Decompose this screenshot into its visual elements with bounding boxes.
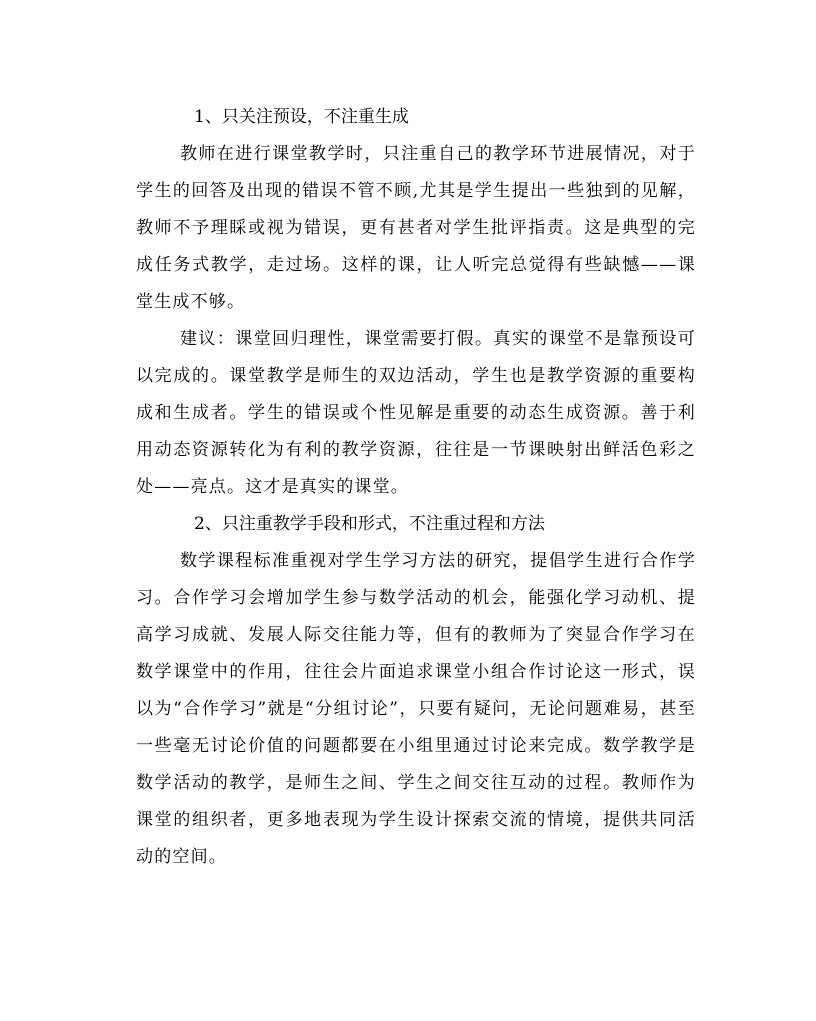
document-body [136,99,696,876]
section-heading-2: 2、只注重教学手段和形式，不注重过程和方法 [194,514,545,534]
paragraph-1: 教师在进行课堂教学时，只注重自己的教学环节进展情况，对于学生的回答及出现的错误不管不顾,尤其是学生提出一些独到的见解，教师不予理睬或视为错误，更有甚者对学生批评指责。这是典型的完成任务式教学，走过场。这样的课，让人听完总觉得有些缺憾——课堂生成不够。 [136,144,696,312]
paragraph-3: 数学课程标准重视对学生学习方法的研究，提倡学生进行合作学习。合作学习会增加学生参与数学活动的机会，能强化学习动机、提高学习成就、发展人际交往能力等，但有的教师为了突显合作学习在数学课堂中的作用，往往会片面追求课堂小组合作讨论这一形式，误以为“合作学习”就是“分组讨论”，只要有疑问，无论问题难易，甚至一些毫无讨论价值的问题都要在小组里通过讨论来完成。数学教学是数学活动的教学，是师生之间、学生之间交往互动的过程。教师作为课堂的组织者，更多地表现为学生设计探索交流的情境，提供共同活动的空间。 [136,551,696,867]
section-heading-1: 1、只关注预设，不注重生成 [194,107,409,127]
paragraph-2: 建议：课堂回归理性，课堂需要打假。真实的课堂不是靠预设可以完成的。课堂教学是师生的双边活动，学生也是教学资源的重要构成和生成者。学生的错误或个性见解是重要的动态生成资源。善于利用动态资源转化为有利的教学资源，往往是一节课映射出鲜活色彩之处——亮点。这才是真实的课堂。 [136,329,696,497]
